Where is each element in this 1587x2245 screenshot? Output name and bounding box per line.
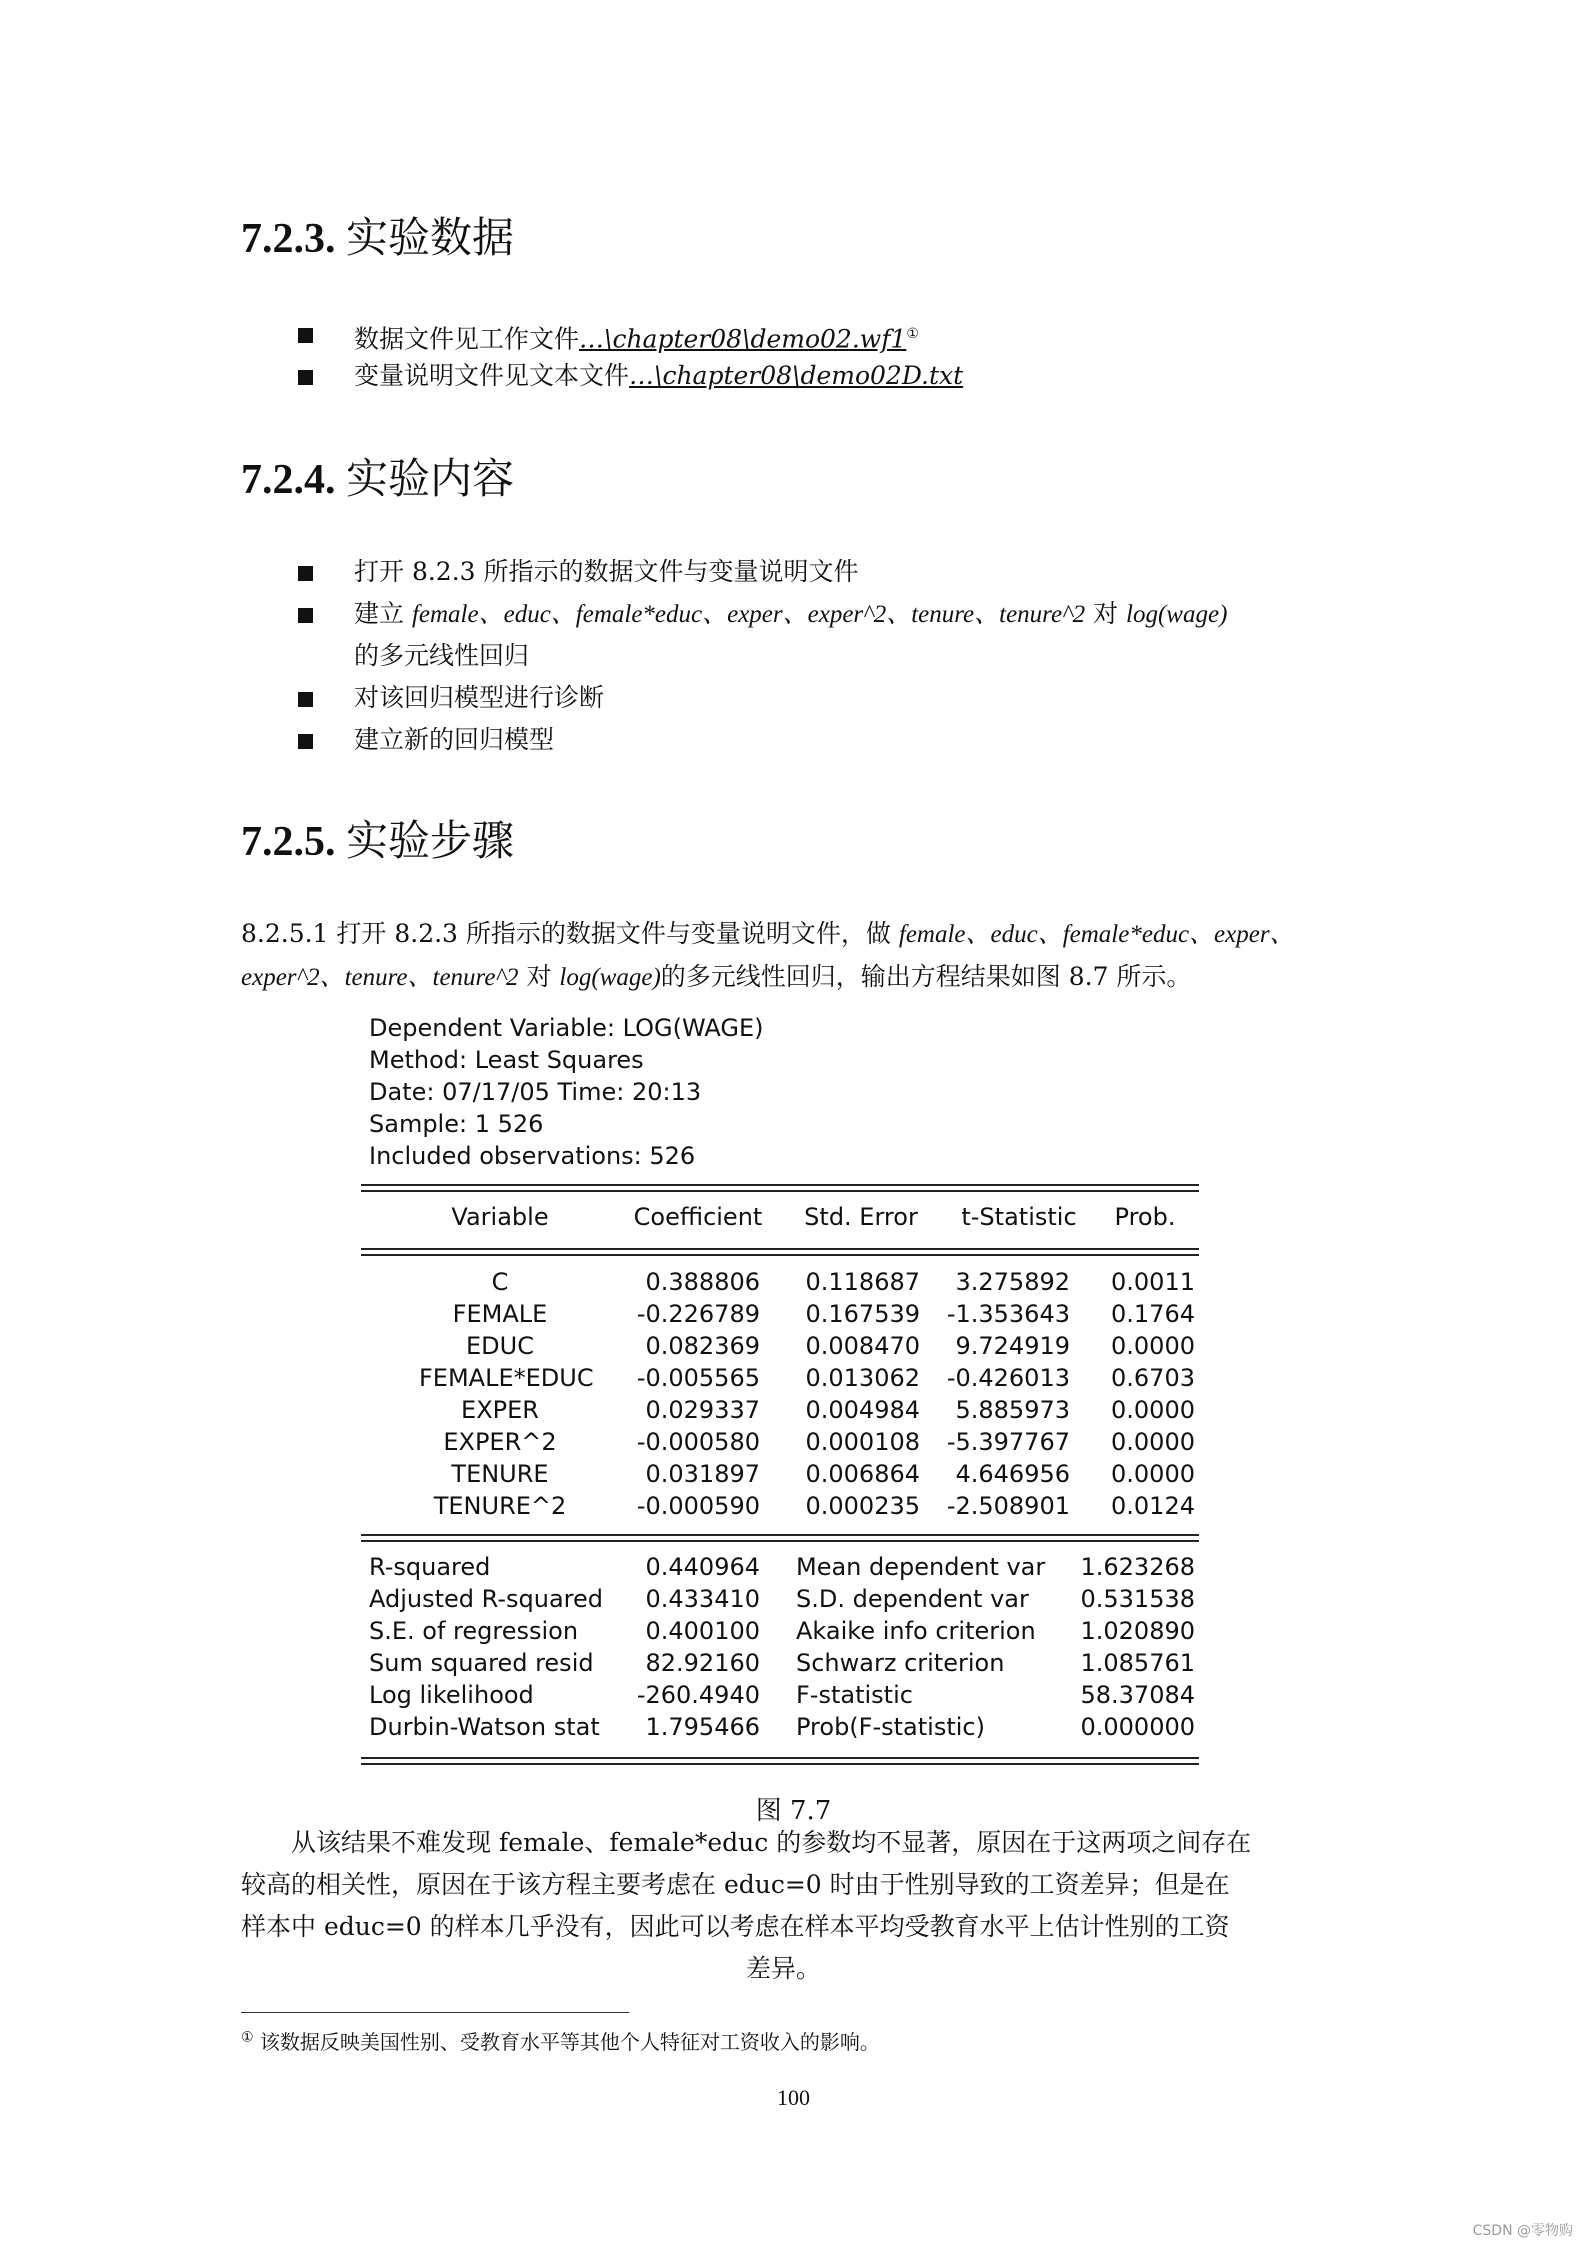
bullet-text: 的多元线性回归 [354,641,530,670]
stat-value: 0.400100 [645,1617,760,1645]
variable-cell: EXPER^2 [443,1428,557,1456]
section-number: 7.2.5. [241,819,336,865]
bullet-text: 建立 [354,599,412,628]
table-rule [361,1184,1199,1186]
prob-cell: 0.0000 [1111,1428,1195,1456]
stat-label: Adjusted R-squared [369,1585,604,1613]
table-rule [361,1190,1199,1192]
std-error-cell: 0.006864 [805,1460,920,1488]
stat-value: 1.085761 [1080,1649,1195,1677]
t-statistic-cell: 5.885973 [955,1396,1070,1424]
section-heading-content [241,446,514,506]
stat-value: 0.440964 [645,1553,760,1581]
prob-cell: 0.0000 [1111,1332,1195,1360]
output-header-line: Dependent Variable: LOG(WAGE) [369,1014,764,1042]
prob-cell: 0.0000 [1111,1460,1195,1488]
file-link[interactable]: …\chapter08\demo02D.txt [629,361,964,390]
t-statistic-cell: -2.508901 [946,1492,1070,1520]
t-statistic-cell: -5.397767 [946,1428,1070,1456]
figure-caption: 图 7.7 [755,1796,832,1826]
watermark: CSDN @零物购 [1472,2223,1573,2239]
column-header: Coefficient [633,1203,763,1231]
coefficient-cell: 0.388806 [645,1268,760,1296]
stat-label: Durbin-Watson stat [369,1713,600,1741]
footnote-mark: ① [241,2029,254,2046]
variable-list: exper^2、tenure、tenure^2 [241,964,519,991]
std-error-cell: 0.167539 [805,1300,920,1328]
std-error-cell: 0.118687 [805,1268,920,1296]
stat-label: Sum squared resid [369,1649,594,1677]
variable-list: female、educ、female*educ、exper、exper^2、tenure、tenure^2 [411,601,1086,628]
coefficient-cell: 0.029337 [645,1396,760,1424]
t-statistic-cell: 9.724919 [955,1332,1070,1360]
stat-label: S.E. of regression [369,1617,579,1645]
bullet-text: 变量说明文件见文本文件 [354,361,630,390]
output-header-line: Date: 07/17/05 Time: 20:13 [369,1078,702,1106]
variable-cell: TENURE [451,1460,549,1488]
para-line: 样本中 educ=0 的样本几乎没有，因此可以考虑在样本平均受教育水平上估计性别的工资 [241,1912,1230,1941]
stat-value: -260.4940 [636,1681,760,1709]
coefficient-cell: 0.031897 [645,1460,760,1488]
section-number: 7.2.4. [241,457,336,503]
stat-value: 0.531538 [1080,1585,1195,1613]
variable-cell: TENURE^2 [433,1492,567,1520]
stat-label: Mean dependent var [796,1553,1046,1581]
variable-cell: EXPER [461,1396,539,1424]
dependent-variable: log(wage) [559,964,661,991]
file-link[interactable]: …\chapter08\demo02.wf1 [579,324,907,354]
section-heading-data [241,205,514,265]
stat-value: 58.37084 [1080,1681,1195,1709]
output-header-line: Sample: 1 526 [369,1110,544,1138]
stat-label: Akaike info criterion [796,1617,1036,1645]
stat-value: 0.000000 [1080,1713,1195,1741]
std-error-cell: 0.013062 [805,1364,920,1392]
std-error-cell: 0.000235 [805,1492,920,1520]
coefficient-cell: 0.082369 [645,1332,760,1360]
coefficient-cell: -0.005565 [636,1364,760,1392]
t-statistic-cell: -1.353643 [946,1300,1070,1328]
page-number: 100 [777,2085,810,2110]
output-header-line: Method: Least Squares [369,1046,644,1074]
stat-label: F-statistic [796,1681,913,1709]
square-bullet-icon [298,328,313,343]
coefficient-cell: -0.000580 [636,1428,760,1456]
variable-cell: FEMALE*EDUC [419,1364,594,1392]
stat-label: Schwarz criterion [796,1649,1005,1677]
bullet-text: 建立新的回归模型 [354,725,555,754]
square-bullet-icon [298,566,313,581]
output-header-line: Included observations: 526 [369,1142,696,1170]
para-text: 对 [518,962,560,991]
stat-value: 82.92160 [645,1649,760,1677]
footnote-text: 该数据反映美国性别、受教育水平等其他个人特征对工资收入的影响。 [253,2030,880,2054]
para-line: 从该结果不难发现 female、female*educ 的参数均不显著，原因在于这两项之间存在 [291,1828,1252,1857]
stat-label: S.D. dependent var [796,1585,1029,1613]
column-header: Std. Error [804,1203,918,1231]
bullet-text: 对 [1085,599,1127,628]
table-rule [361,1254,1199,1256]
column-header: t-Statistic [961,1203,1077,1231]
footnote-ref[interactable]: ① [906,326,919,342]
stat-label: Prob(F-statistic) [796,1713,985,1741]
variable-cell: EDUC [466,1332,534,1360]
column-header: Variable [451,1203,549,1231]
prob-cell: 0.6703 [1111,1364,1195,1392]
t-statistic-cell: -0.426013 [946,1364,1070,1392]
table-rule [361,1757,1199,1759]
discussion-paragraph [241,1822,1326,1990]
t-statistic-cell: 3.275892 [955,1268,1070,1296]
para-text: 的多元线性回归，输出方程结果如图 8.7 所示。 [660,962,1192,991]
footnote [241,2026,880,2055]
section-number: 7.2.3. [241,216,336,262]
step-paragraph [241,913,1326,999]
prob-cell: 0.0011 [1111,1268,1195,1296]
prob-cell: 0.1764 [1111,1300,1195,1328]
para-line: 差异。 [745,1954,821,1983]
square-bullet-icon [298,608,313,623]
square-bullet-icon [298,734,313,749]
bullet-text: 对该回归模型进行诊断 [354,683,605,712]
stat-label: R-squared [369,1553,491,1581]
stat-value: 1.623268 [1080,1553,1195,1581]
coefficient-cell: -0.000590 [636,1492,760,1520]
para-text: 8.2.5.1 打开 8.2.3 所指示的数据文件与变量说明文件，做 [241,919,899,948]
coefficient-cell: -0.226789 [636,1300,760,1328]
variable-list: female、educ、female*educ、exper、 [898,921,1295,948]
bullet-text: 数据文件见工作文件 [354,324,580,354]
table-rule [361,1248,1199,1250]
para-line: 较高的相关性，原因在于该方程主要考虑在 educ=0 时由于性别导致的工资差异；但是在 [241,1870,1230,1899]
section-heading-steps [241,808,514,868]
stat-value: 1.795466 [645,1713,760,1741]
table-rule [361,1540,1199,1542]
prob-cell: 0.0000 [1111,1396,1195,1424]
column-header: Prob. [1114,1203,1176,1231]
table-rule [361,1534,1199,1536]
section-title: 实验步骤 [346,819,515,865]
square-bullet-icon [298,370,313,385]
t-statistic-cell: 4.646956 [955,1460,1070,1488]
variable-cell: FEMALE [452,1300,548,1328]
section-title: 实验内容 [346,457,515,503]
std-error-cell: 0.000108 [805,1428,920,1456]
section-title: 实验数据 [346,216,515,262]
square-bullet-icon [298,692,313,707]
prob-cell: 0.0124 [1111,1492,1195,1520]
std-error-cell: 0.008470 [805,1332,920,1360]
dependent-variable: log(wage) [1126,601,1228,628]
bullet-text: 打开 8.2.3 所指示的数据文件与变量说明文件 [354,557,859,586]
stat-value: 0.433410 [645,1585,760,1613]
footnote-divider [241,2012,629,2013]
variable-cell: C [491,1268,509,1296]
stat-label: Log likelihood [369,1681,534,1709]
std-error-cell: 0.004984 [805,1396,920,1424]
table-rule [361,1763,1199,1765]
stat-value: 1.020890 [1080,1617,1195,1645]
